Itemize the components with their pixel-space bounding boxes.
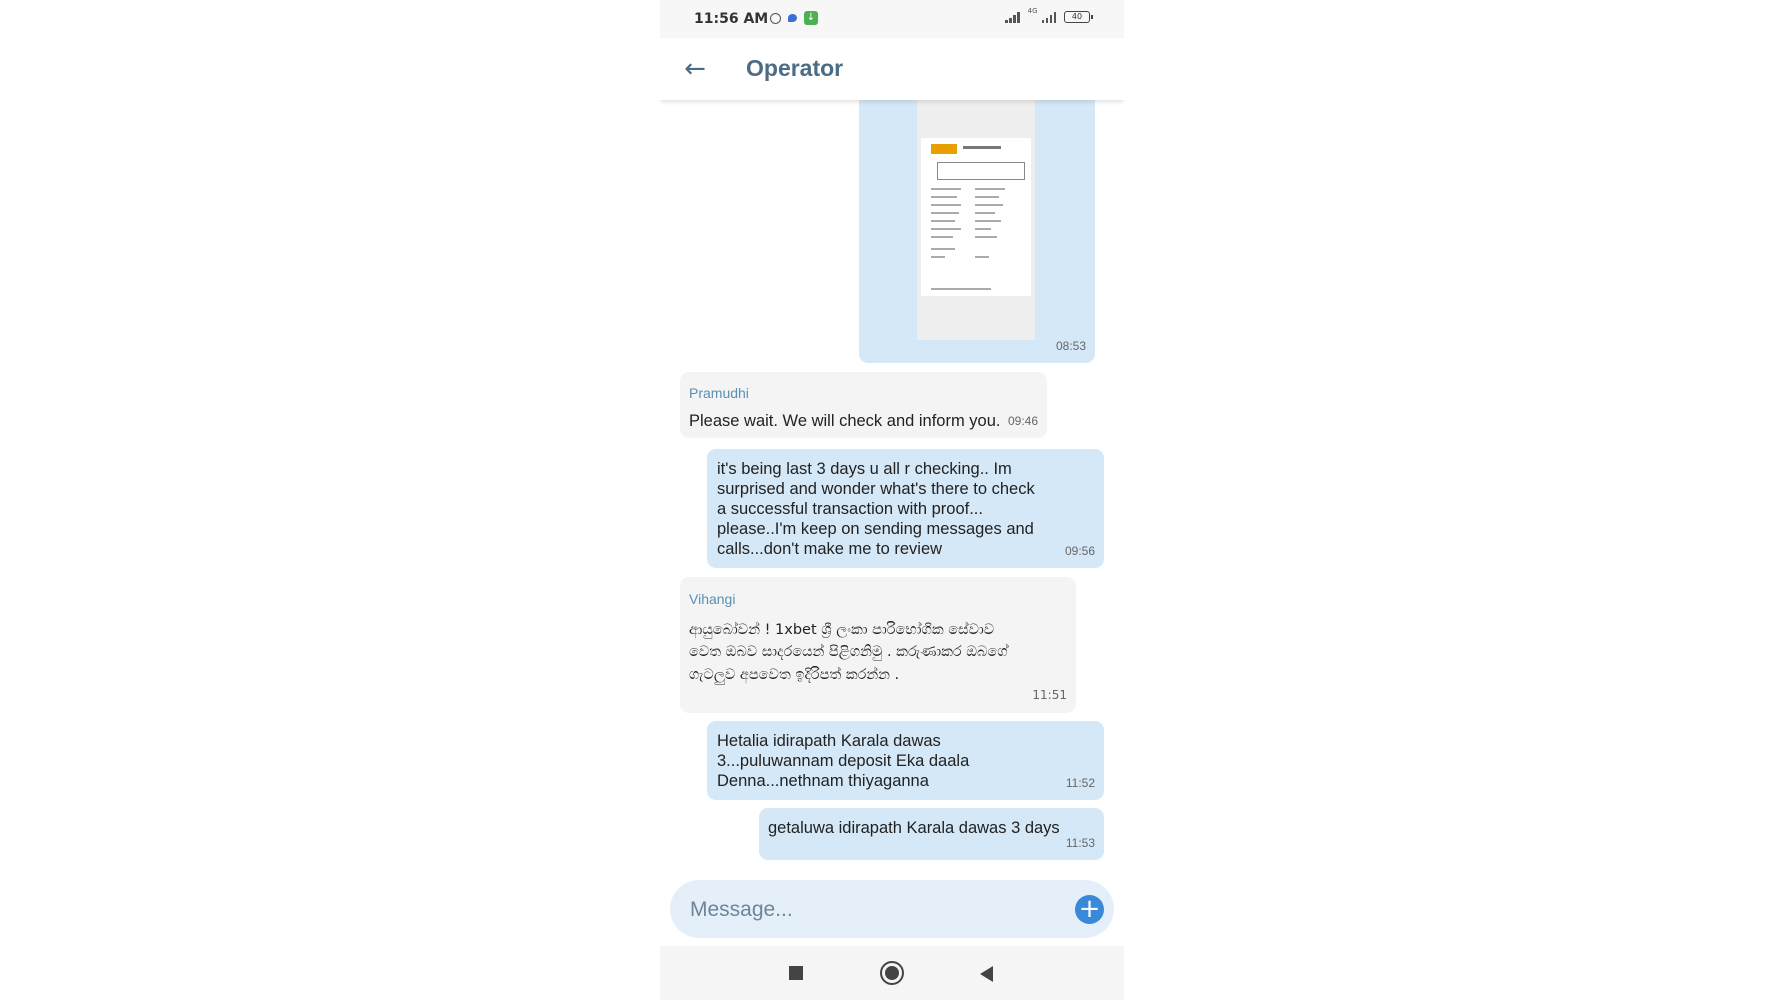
document-line (931, 228, 961, 230)
document-box (937, 162, 1025, 180)
outgoing-message[interactable] (707, 449, 1104, 568)
message-time: 09:56 (1064, 544, 1095, 558)
message-time: 09:46 (1007, 414, 1038, 428)
document-line (975, 196, 999, 198)
chat-header (660, 38, 1124, 100)
document-line (975, 204, 1003, 206)
message-text: getaluwa idirapath Karala dawas 3 days (768, 819, 1060, 837)
document-line (931, 248, 955, 250)
message-time: 11:52 (1065, 776, 1095, 790)
signal-icon (1005, 11, 1020, 23)
message-text: Hetalia idirapath Karala dawas 3...puluwannam deposit Eka daala Denna...nethnam thiyaganna (717, 732, 970, 790)
system-icons (1005, 7, 1090, 23)
message-time: 11:53 (1065, 836, 1095, 850)
document-line (931, 204, 961, 206)
document-line (931, 188, 961, 190)
circle-icon[interactable] (882, 963, 902, 983)
square-icon[interactable] (789, 966, 803, 980)
incoming-message[interactable] (680, 577, 1076, 713)
notification-icons (770, 11, 818, 25)
document-line (975, 212, 995, 214)
phone-screen (660, 0, 1124, 1000)
status-bar (660, 0, 1124, 38)
document-line (931, 256, 945, 258)
document-line (931, 212, 959, 214)
message-text: it's being last 3 days u all r checking.. Im surprised and wonder what's there to check a successful transaction with proof... please..I'm keep on sending messages and calls...don't make me to review (717, 460, 1035, 558)
document-line (931, 196, 957, 198)
alarm-icon (770, 13, 781, 24)
document-heading (963, 146, 1001, 149)
document-line (975, 188, 1005, 190)
message-composer (670, 880, 1114, 938)
download-icon: ↓ (804, 11, 818, 25)
chat-title: Operator (746, 55, 844, 81)
document-line (975, 256, 989, 258)
message-text: ආයුබෝවන් ! 1xbet ශ්‍රී ලංකා පාරිභෝගික සේවාව වෙත ඔබව සාදරයෙන් පිළිගනිමු . කරුණාකර ඔබගේ ගැටලුව අපවෙත ඉදිරිපත් කරන්න . (689, 621, 1008, 683)
sender-name: Vihangi (689, 591, 736, 607)
document-line (975, 236, 997, 238)
document-line (931, 220, 955, 222)
document-page (921, 138, 1031, 296)
document-line (975, 220, 1001, 222)
incoming-message[interactable] (680, 372, 1047, 438)
signal-icon-2 (1042, 11, 1057, 23)
document-line (975, 228, 991, 230)
status-time: 11:56 AM (694, 11, 769, 27)
sender-name: Pramudhi (689, 385, 749, 401)
navigation-bar (660, 946, 1124, 1000)
plus-icon[interactable]: + (1075, 895, 1104, 924)
message-text: Please wait. We will check and inform you. (689, 412, 1001, 430)
bank-logo (931, 144, 957, 154)
arrow-left-icon[interactable]: ← (684, 54, 706, 84)
message-input[interactable] (688, 892, 1052, 928)
outgoing-message[interactable] (759, 808, 1104, 860)
outgoing-message[interactable] (707, 721, 1104, 800)
message-list[interactable] (660, 100, 1124, 870)
battery-icon: 40 (1064, 11, 1090, 23)
document-image-thumbnail[interactable] (917, 100, 1035, 340)
document-line (931, 236, 953, 238)
message-time: 11:51 (1032, 687, 1067, 702)
messenger-icon (788, 14, 797, 22)
image-message[interactable] (859, 100, 1095, 363)
network-type-label: 4G (1027, 7, 1038, 15)
triangle-back-icon[interactable] (980, 966, 993, 982)
document-line (931, 288, 991, 290)
message-time: 08:53 (1055, 339, 1086, 353)
